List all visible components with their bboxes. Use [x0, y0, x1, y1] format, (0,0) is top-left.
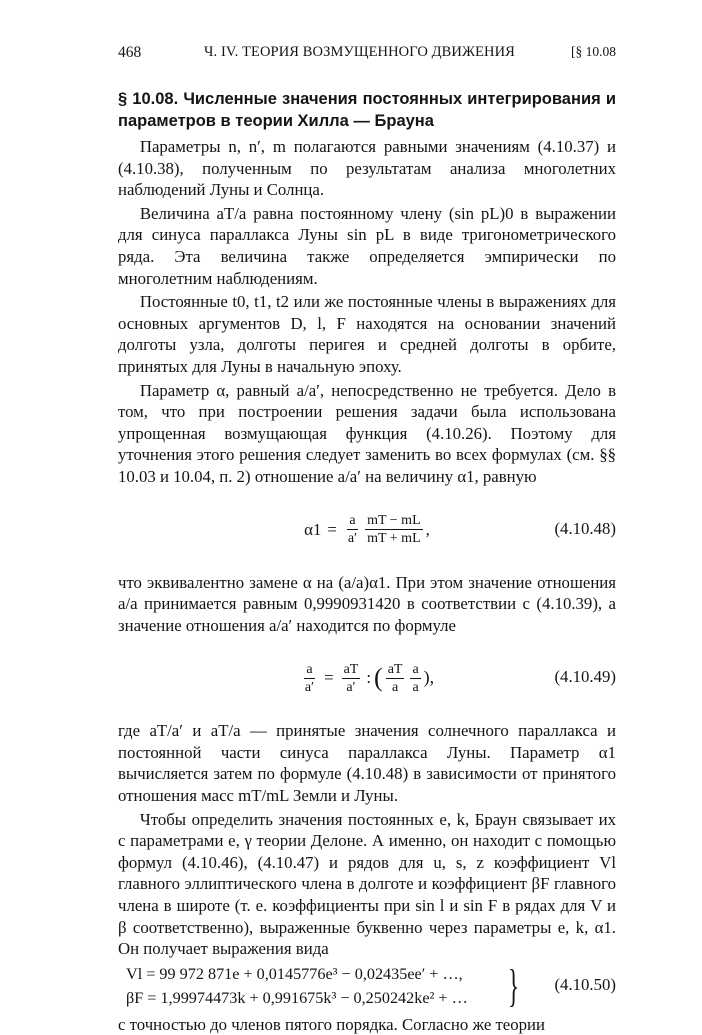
equation-number-50: (4.10.50)	[554, 974, 616, 994]
eq1-fraction-a	[346, 512, 359, 547]
paragraph-3: Постоянные t0, t1, t2 или же постоянные члены в выражениях для основных аргументов D, l, F находятся на основании значений долготы узла, долготы перигея и средней долготы в орбите, принятых для Луны в начальную эпоху.	[118, 292, 616, 376]
eq1-fraction-masses	[365, 512, 423, 547]
paragraph-8: с точностью до членов пятого порядка. Согласно же теории	[118, 1014, 545, 1034]
running-title: Ч. IV. ТЕОРИЯ ВОЗМУЩЕННОГО ДВИЖЕНИЯ	[204, 44, 515, 60]
eq2-lunar-den: a	[391, 679, 399, 695]
paragraph-5: что эквивалентно замене α на (a/a)α1. При этом значение отношения a/a принимается равным 0,9990931420 в соответствии с (4.10.39), а значение отношения a/a′ находится по формуле	[118, 572, 616, 635]
equation-4-10-50	[118, 959, 616, 1014]
paragraph-7: Чтобы определить значения постоянных e, k, Браун связывает их с параметрами e, γ теории Делоне. А именно, он находит с помощью формул (4.10.46), (4.10.47) и рядов для u, s, z коэффициент Vl главного эллиптического члена в долготе и коэффициент βF главного члена в широте (т. е. коэффициенты при sin l и sin F в рядах для V и β соответственно), выраженные буквенно через параметры e, k, α1. Он получает выражения вида	[118, 809, 616, 959]
eq2-lhs-num: a	[306, 661, 313, 677]
equation-number-49: (4.10.49)	[554, 667, 616, 687]
paragraph-6: где aT/a′ и aT/a — принятые значения солнечного параллакса и постоянной части синуса параллакса Луны. Параметр α1 вычисляется затем по формуле (4.10.48) в зависимости от принятого отношения масс mT/mL Земли и Луны.	[118, 721, 616, 806]
eq1-equals: =	[327, 519, 337, 539]
eq2-open-paren: (	[374, 663, 383, 693]
paragraph-1: Параметры n, n′, m полагаются равными значениям (4.10.37) и (4.10.38), полученным по результатам анализа многолетних наблюдений Луны и Солнца.	[118, 137, 616, 200]
eq2-solar-den: a′	[346, 679, 356, 695]
eq2-fraction-ratio	[410, 661, 420, 696]
eq2-fraction-solar	[342, 661, 361, 696]
running-header	[118, 42, 616, 64]
section-heading: § 10.08. Численные значения постоянных интегрирования и параметров в теории Хилла — Брауна	[118, 90, 616, 130]
eq1-frac-a-den: a′	[347, 531, 358, 546]
eq2-solar-num: aT	[343, 661, 359, 677]
equation-4-10-49	[118, 650, 616, 706]
equation-number-48: (4.10.48)	[554, 518, 616, 538]
eq1-lhs: α1	[304, 519, 322, 539]
section-reference: [§ 10.08	[571, 44, 616, 59]
eq2-colon: :	[366, 668, 372, 688]
eq2-ratio-num: a	[412, 661, 419, 677]
eq2-equals: =	[324, 668, 334, 688]
eq2-lhs-den: a′	[304, 679, 315, 695]
page-number: 468	[118, 44, 142, 61]
body-text	[118, 136, 616, 1035]
eq1-frac-m-den: mT + mL	[367, 531, 421, 546]
eq1-frac-m-num: mT − mL	[367, 513, 421, 528]
eq1-tail: ,	[425, 519, 430, 539]
eq3-line-2: βF = 1,99974473k + 0,991675k³ − 0,250242ke² + …	[126, 988, 468, 1007]
eq1-frac-a-num: a	[349, 513, 356, 528]
paragraph-4: Параметр α, равный a/a′, непосредственно не требуется. Дело в том, что при построении решения задачи была использована упрощенная возмущающая функция (4.10.26). Поэтому для уточнения этого решения следует заменить во всех формулах (см. §§ 10.03 и 10.04, п. 2) отношение a/a′ на величину α1, равную	[118, 380, 616, 486]
eq2-tail: ),	[423, 667, 435, 688]
eq2-fraction-lunar	[386, 661, 405, 696]
eq3-line-1: Vl = 99 972 871e + 0,0145776e³ − 0,02435ee′ + …,	[126, 964, 463, 983]
eq2-lunar-num: aT	[387, 661, 403, 677]
eq2-ratio-den: a	[412, 679, 419, 695]
eq2-fraction-lhs	[303, 661, 316, 696]
paragraph-2: Величина aT/a равна постоянному члену (sin pL)0 в выражении для синуса параллакса Луны sin pL в виде тригонометрического ряда. Эта величина также определяется эмпирически по многолетним наблюдениям.	[118, 203, 616, 288]
equation-4-10-48	[118, 502, 616, 558]
eq3-brace: }	[508, 959, 520, 1011]
